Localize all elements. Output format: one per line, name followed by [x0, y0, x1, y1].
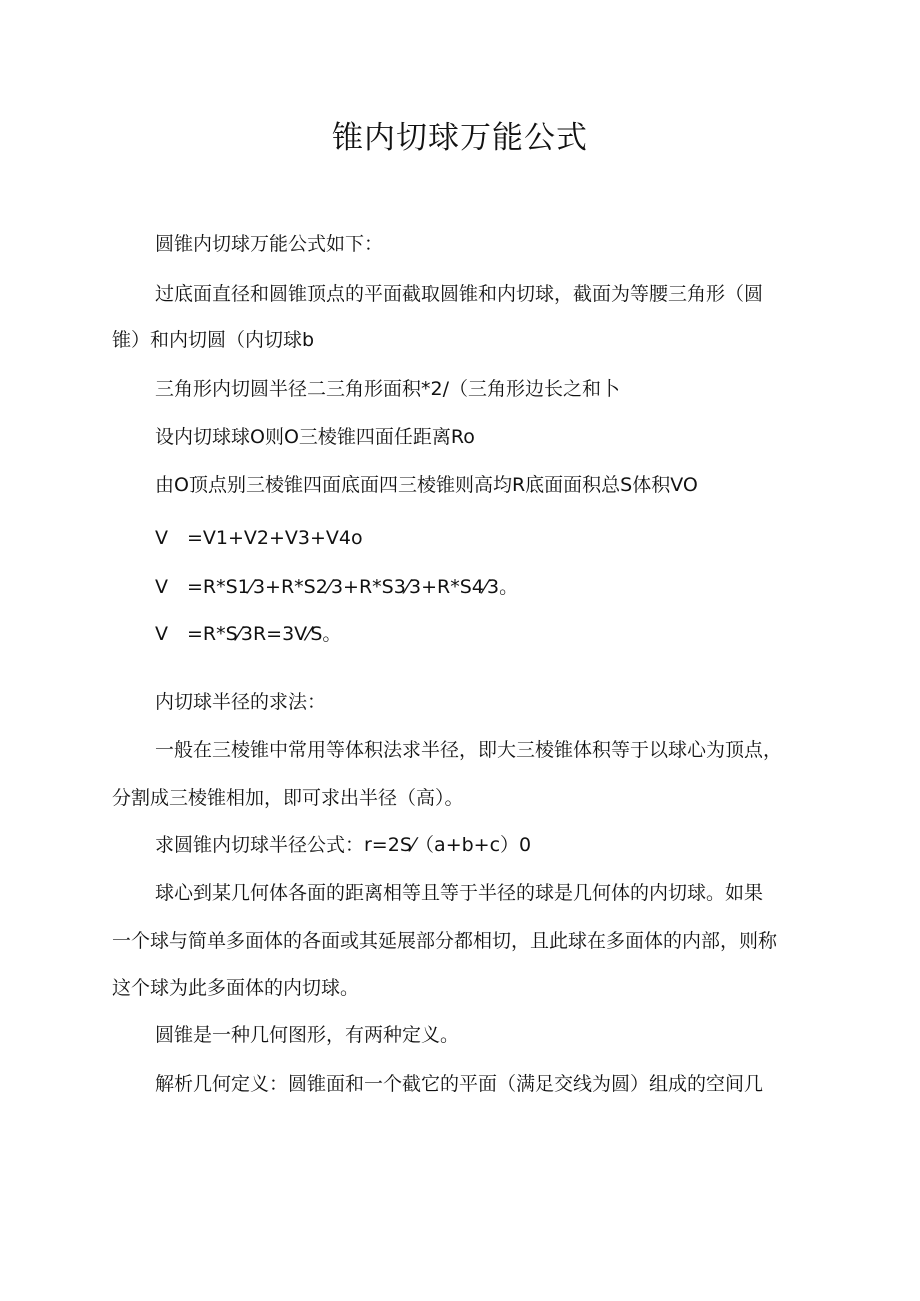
paragraph-line: 一个球与简单多面体的各面或其延展部分都相切，且此球在多面体的内部，则称: [112, 930, 778, 952]
paragraph-line: 锥）和内切圆（内切球b: [112, 329, 315, 351]
paragraph-line: 设内切球球O则O三棱锥四面任距离Ro: [155, 426, 475, 448]
formula-line: 求圆锥内切球半径公式：r=2S⁄（a+b+c）0: [155, 834, 532, 856]
paragraph-line: 圆锥是一种几何图形，有两种定义。: [155, 1024, 460, 1046]
formula-line: V =R*S1⁄3+R*S2⁄3+R*S3⁄3+R*S4⁄3。: [155, 576, 519, 598]
paragraph-line: 一般在三棱锥中常用等体积法求半径，即大三棱锥体积等于以球心为顶点，: [155, 739, 783, 761]
section-heading: 内切球半径的求法：: [155, 691, 327, 713]
paragraph-line: 球心到某几何体各面的距离相等且等于半径的球是几何体的内切球。如果: [155, 882, 764, 904]
formula-line: V =V1+V2+V3+V4o: [155, 527, 363, 549]
paragraph-line: 三角形内切圆半径二三角形面积*2/（三角形边长之和卜: [155, 378, 620, 400]
formula-line: V =R*S⁄3R=3V⁄S。: [155, 623, 342, 645]
paragraph-line: 分割成三棱锥相加，即可求出半径（高）。: [112, 787, 464, 809]
document-title: 锥内切球万能公式: [332, 120, 588, 156]
paragraph-line: 这个球为此多面体的内切球。: [112, 977, 360, 999]
paragraph-line: 解析几何定义：圆锥面和一个截它的平面（满足交线为圆）组成的空间几: [155, 1073, 764, 1095]
paragraph-line: 过底面直径和圆锥顶点的平面截取圆锥和内切球，截面为等腰三角形（圆: [155, 283, 764, 305]
paragraph-line: 由O顶点别三棱锥四面底面四三棱锥则高均R底面面积总S体积VO: [155, 474, 698, 496]
paragraph-line: 圆锥内切球万能公式如下：: [155, 233, 384, 255]
